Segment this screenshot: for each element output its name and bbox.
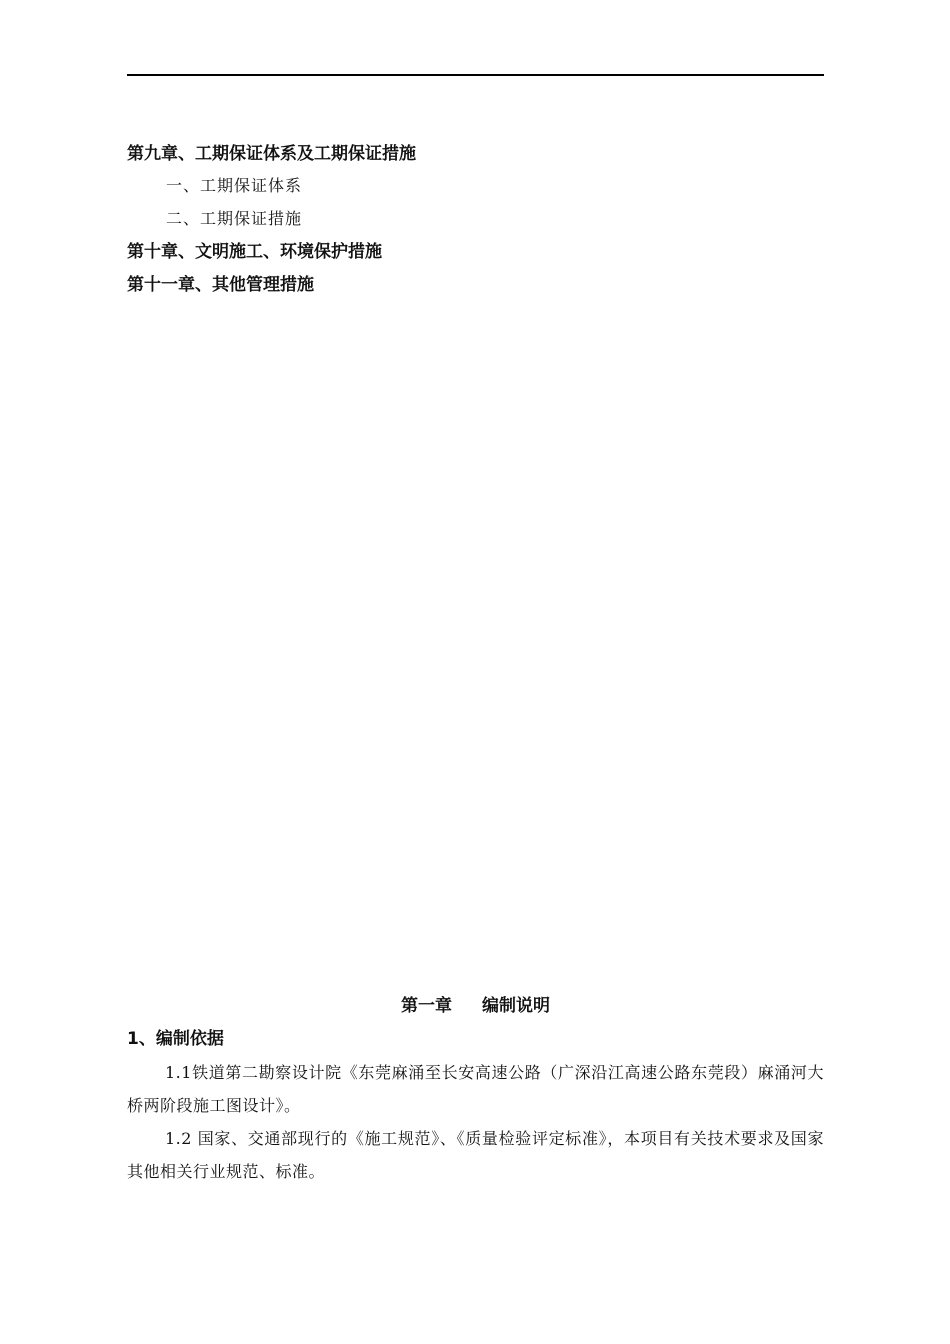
- paragraph-1-2: 1.2 国家、交通部现行的《施工规范》、《质量检验评定标准》，本项目有关技术要求及国家其他相关行业规范、标准。: [127, 1129, 824, 1181]
- toc-item-9-2: 二、工期保证措施: [166, 209, 303, 228]
- section-heading: 1、编制依据: [127, 1029, 224, 1049]
- header-rule: [127, 74, 824, 76]
- toc-chapter-9: 第九章、工期保证体系及工期保证措施: [127, 144, 416, 164]
- toc-item-9-1: 一、工期保证体系: [166, 176, 303, 195]
- toc-chapter-10: 第十章、文明施工、环境保护措施: [127, 242, 382, 262]
- toc-chapter-11: 第十一章、其他管理措施: [127, 275, 314, 295]
- chapter-number: 第一章: [401, 996, 452, 1016]
- chapter-name: 编制说明: [482, 996, 550, 1016]
- paragraph-1-1: 1.1铁道第二勘察设计院《东莞麻涌至长安高速公路（广深沿江高速公路东莞段）麻涌河大桥两阶段施工图设计》。: [127, 1063, 824, 1115]
- chapter-title: [127, 994, 824, 1018]
